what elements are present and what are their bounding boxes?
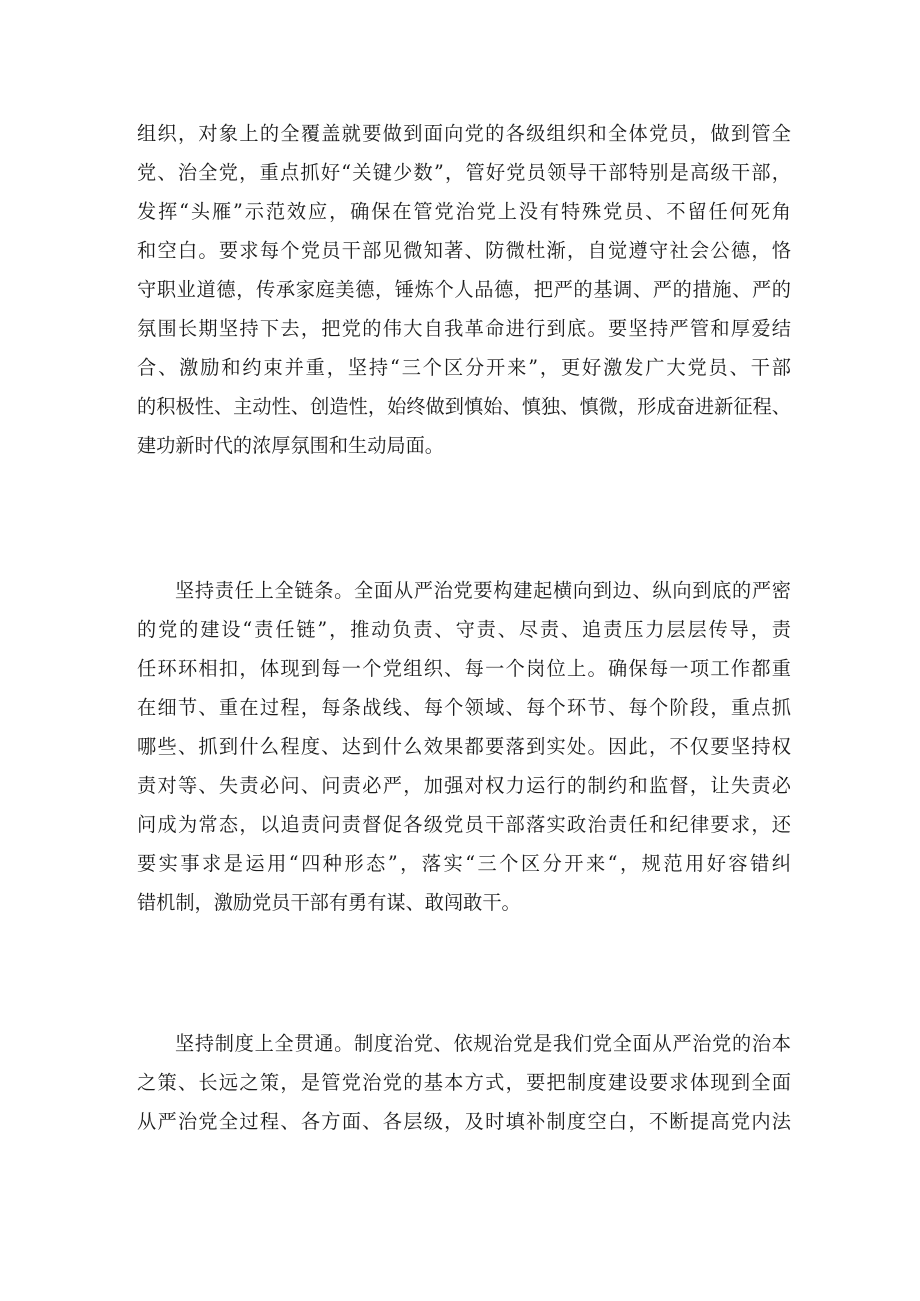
text-line: 党、治全党，重点抓好“关键少数”，管好党员领导干部特别是高级干部， xyxy=(137,161,791,184)
paragraph-2 xyxy=(137,571,791,922)
text-line: 合、激励和约束并重，坚持“三个区分开来”，更好激发广大党员、干部 xyxy=(137,356,791,379)
text-line: 发挥“头雁”示范效应，确保在管党治党上没有特殊党员、不留任何死角 xyxy=(137,200,791,223)
text-line: 错机制，激励党员干部有勇有谋、敢闯敢干。 xyxy=(137,891,521,914)
text-line: 问成为常态，以追责问责督促各级党员干部落实政治责任和纪律要求，还 xyxy=(137,813,791,836)
text-line: 的积极性、主动性、创造性，始终做到慎始、慎独、慎微，形成奋进新征程、 xyxy=(137,395,791,418)
text-line: 责对等、失责必问、问责必严，加强对权力运行的制约和监督，让失责必 xyxy=(137,774,791,797)
text-line: 任环环相扣，体现到每一个党组织、每一个岗位上。确保每一项工作都重 xyxy=(137,657,791,680)
paragraph-1 xyxy=(137,114,791,465)
text-line: 坚持制度上全贯通。制度治党、依规治党是我们党全面从严治党的治本 xyxy=(175,1032,791,1055)
text-line: 坚持责任上全链条。全面从严治党要构建起横向到边、纵向到底的严密 xyxy=(175,579,791,602)
text-line: 的党的建设“责任链”，推动负责、守责、尽责、追责压力层层传导，责 xyxy=(137,618,791,641)
text-line: 建功新时代的浓厚氛围和生动局面。 xyxy=(137,434,444,457)
text-line: 氛围长期坚持下去，把党的伟大自我革命进行到底。要坚持严管和厚爱结 xyxy=(137,317,791,340)
text-line: 要实事求是运用“四种形态”，落实“三个区分开来“，规范用好容错纠 xyxy=(137,852,791,875)
text-line: 在细节、重在过程，每条战线、每个领域、每个环节、每个阶段，重点抓 xyxy=(137,696,791,719)
text-line: 从严治党全过程、各方面、各层级，及时填补制度空白，不断提高党内法 xyxy=(137,1110,791,1133)
paragraph-3 xyxy=(137,1024,791,1141)
text-line: 和空白。要求每个党员干部见微知著、防微杜渐，自觉遵守社会公德，恪 xyxy=(137,239,791,262)
text-line: 守职业道德，传承家庭美德，锤炼个人品德，把严的基调、严的措施、严的 xyxy=(137,278,791,301)
text-line: 之策、长远之策，是管党治党的基本方式，要把制度建设要求体现到全面 xyxy=(137,1071,791,1094)
text-line: 哪些、抓到什么程度、达到什么效果都要落到实处。因此，不仅要坚持权 xyxy=(137,735,791,758)
text-line: 组织，对象上的全覆盖就要做到面向党的各级组织和全体党员，做到管全 xyxy=(137,122,791,145)
